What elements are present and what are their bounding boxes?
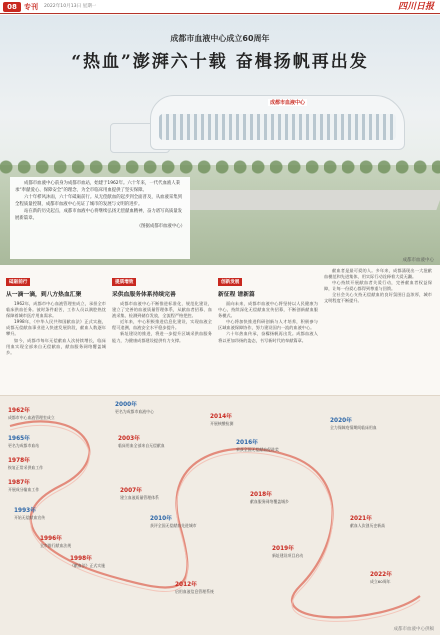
timeline-year: 1998年 (70, 556, 92, 562)
timeline-year: 2018年 (250, 492, 272, 498)
timeline-event (8, 480, 90, 492)
hero-image (0, 15, 440, 265)
timeline-event (250, 492, 332, 504)
newspaper-logo: 四川日报 (397, 2, 434, 12)
timeline-year: 2000年 (115, 402, 137, 408)
page-number: 08 (3, 2, 21, 12)
timeline-event (236, 440, 318, 452)
page-footer: 成都市血液中心供稿 (393, 627, 434, 632)
article-column-4 (324, 268, 432, 393)
building-illustration (150, 85, 405, 160)
timeline-event (210, 414, 292, 426)
timeline-year: 1978年 (8, 458, 30, 464)
timeline-event (350, 516, 432, 528)
timeline-event (272, 546, 354, 558)
intro-paragraph: 站在新的历史起点，成都市血液中心将继续弘扬无偿献血精神，奋力谱写高质量发展新篇章。 (15, 209, 183, 221)
timeline-event (120, 488, 202, 500)
timeline-year: 2020年 (330, 418, 352, 424)
timeline-text: 更名为成都市血液中心 (115, 409, 154, 414)
timeline-text: 全力保障疫情期间临床用血 (330, 425, 377, 430)
timeline-text: 献血人次创历史新高 (350, 523, 386, 528)
timeline-year: 1965年 (8, 436, 30, 442)
intro-signature: （图据成都市血液中心） (136, 223, 185, 229)
column-paragraph: 全社会关心支持无偿献血的良好氛围日益浓厚，城市文明程度不断提升。 (324, 292, 432, 304)
article-column-2 (112, 268, 212, 393)
column-title: 新征程 谱新篇 (218, 292, 255, 298)
timeline-text: 临床用血全部来自无偿献血 (118, 443, 165, 448)
timeline-text: 开展核酸检测 (210, 421, 234, 426)
timeline-year: 2012年 (175, 582, 197, 588)
timeline-text: 恢复正常采供血工作 (8, 465, 44, 470)
timeline-event (370, 572, 440, 584)
timeline-year: 1987年 (8, 480, 30, 486)
timeline-event (14, 508, 96, 520)
timeline-event (150, 516, 232, 528)
column-paragraph: 中心持续开展献血者关爱行动，完善献血者权益保障，让每一份爱心都得到尊重与回馈。 (324, 280, 432, 292)
column-tag: 砥砺前行 (6, 278, 30, 286)
timeline-year: 2003年 (118, 436, 140, 442)
timeline-year: 2014年 (210, 414, 232, 420)
article-columns (6, 268, 434, 393)
timeline-year: 1993年 (14, 508, 36, 514)
column-paragraph: 1998年，《中华人民共和国献血法》正式实施，成都无偿献血事业进入快速发展阶段，献血人数逐年攀升。 (6, 319, 106, 337)
timeline-text: 启用血液信息管理系统 (175, 589, 214, 594)
timeline-text: 获评全国无偿献血先进城市 (150, 523, 197, 528)
timeline-event (8, 458, 90, 470)
timeline-year: 2019年 (272, 546, 294, 552)
timeline-year: 2007年 (120, 488, 142, 494)
timeline-event (40, 536, 122, 548)
column-paragraph: 近年来，中心积极推进信息化建设，实现血液全程可追溯，血液安全水平稳步提升。 (112, 319, 212, 331)
timeline-event (8, 436, 90, 448)
column-tag: 创新发展 (218, 278, 242, 286)
timeline-year: 2010年 (150, 516, 172, 522)
timeline-year: 2022年 (370, 572, 392, 578)
column-tag: 提质增效 (112, 278, 136, 286)
timeline-year: 1996年 (40, 536, 62, 542)
timeline-text: 更名为成都市血站 (8, 443, 40, 448)
timeline-text: 《献血法》正式实施 (70, 563, 106, 568)
article-column-3 (218, 268, 318, 393)
timeline-text: 建立血液质量管理体系 (120, 495, 159, 500)
column-paragraph: 新址建设的推进，将进一步提升区域采供血服务能力，为健康成都建设提供有力支撑。 (112, 331, 212, 343)
timeline-event (330, 418, 412, 430)
timeline-event (70, 556, 152, 568)
column-paragraph: 六十年热血传承，奋楫扬帆再出发。成都血液人将以更加昂扬的姿态，书写新时代的奉献篇章。 (218, 331, 318, 343)
building-sign: 成都市血液中心 (270, 100, 306, 106)
timeline-event (175, 582, 257, 594)
intro-paragraph: 成都市血液中心前身为成都市血站，始建于1962年。六十年来，一代代血液人秉承“奉献爱心、保障安全”的理念，为全市临床用血提供了坚实保障。 (15, 181, 181, 193)
article-column-1 (6, 268, 106, 393)
timeline-year: 1962年 (8, 408, 30, 414)
intro-paragraph: 六十年栉风沐雨，六十年砥砺前行。从无偿献血的起步到全面普及，从血液采集到全程质量控制，成都市血液中心见证了城市的发展与文明的进步。 (15, 195, 183, 207)
timeline-text: 献血服务网络覆盖城乡 (250, 499, 289, 504)
date-line: 2022年10月13日 星期一 (44, 4, 97, 9)
timeline-event (8, 408, 90, 420)
column-title: 采供血服务体系持续完善 (112, 292, 176, 298)
timeline-text: 成都市中心血液管理室成立 (8, 415, 55, 420)
column-paragraph: 面向未来，成都市血液中心将坚持以人民健康为中心，持续深化无偿献血宣传招募，不断创新献血服务模式。 (218, 301, 318, 319)
timeline-text: 荣获全国无偿献血促进奖 (236, 447, 279, 452)
timeline-text: 开始无偿献血宣传 (14, 515, 46, 520)
column-paragraph: 1962年，成都市中心血液管理室成立，承担全市临床供血任务。彼时条件艰苦，工作人员以满腔热忱保障着城市医疗用血需求。 (6, 301, 106, 319)
timeline-text: 全市推行献血法规 (40, 543, 72, 548)
timeline-text: 开展成分输血工作 (8, 487, 40, 492)
column-paragraph: 成都市血液中心不断推进标准化、规范化建设，建立了完善的血液质量管理体系，从献血者招募、血液采集、检测到储存发放，全流程严格把控。 (112, 301, 212, 319)
column-paragraph: 如今，成都市每年无偿献血人次持续增长，临床用血实现全部来自无偿献血，献血服务网络覆盖城乡。 (6, 337, 106, 355)
page-headline: “热血”澎湃六十载 奋楫扬帆再出发 (71, 52, 369, 72)
timeline-text: 成立60周年 (370, 579, 391, 584)
column-paragraph: 中心将加快推进科研创新与人才培养，积极参与区域血液保障协作，努力建设国内一流的血液中心。 (218, 319, 318, 331)
intro-box (10, 177, 190, 259)
timeline-year: 2021年 (350, 516, 372, 522)
image-caption: 成都市血液中心 (402, 258, 434, 263)
timeline-text: 新址建设项目启动 (272, 553, 304, 558)
timeline-section (0, 395, 440, 635)
section-label: 专刊 (24, 3, 38, 11)
timeline-year: 2016年 (236, 440, 258, 446)
page-header (0, 0, 440, 14)
column-title: 从一滴一滴，到八方热血汇聚 (6, 292, 82, 298)
timeline-event (118, 436, 200, 448)
column-paragraph: 献血者是最可爱的人。多年来，成都涌现出一大批献血模范和先进集体，用实际行动诠释着大爱无疆。 (324, 268, 432, 280)
timeline-event (115, 402, 197, 414)
page-subtitle: 成都市血液中心成立60周年 (170, 34, 270, 43)
